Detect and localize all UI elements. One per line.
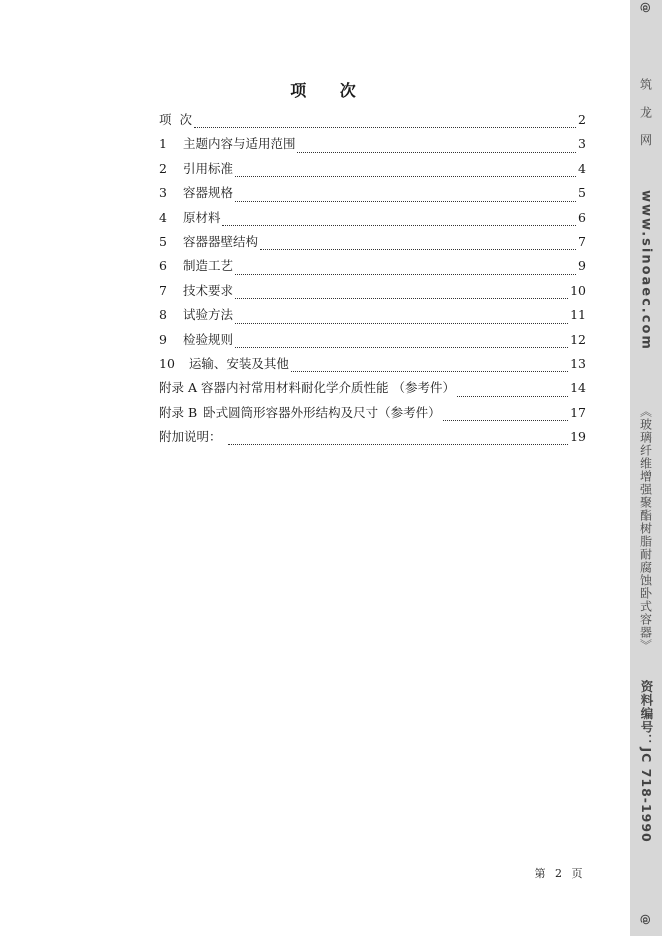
toc-entry-label: 技术要求	[182, 282, 233, 298]
toc-entry	[159, 208, 586, 232]
toc-entry-page: 14	[570, 380, 586, 396]
toc-entry-label: 引用标准	[182, 160, 233, 176]
page-title: 项 次	[290, 81, 370, 100]
toc-entry-number: 1	[159, 136, 167, 152]
at-mark-top: @	[639, 2, 653, 13]
toc-entry-page: 9	[578, 258, 586, 274]
toc-entry-number: 9	[159, 331, 167, 347]
site-name: 筑 龙 网	[638, 78, 653, 152]
toc-entry	[159, 134, 586, 158]
toc-entry	[159, 378, 586, 402]
toc-leader-dots	[457, 396, 568, 397]
toc-leader-dots	[260, 249, 576, 250]
toc-entry-number: 附录 A	[159, 380, 198, 396]
toc-entry-number: 8	[159, 307, 167, 323]
toc-entry-label: 检验规则	[182, 331, 233, 347]
toc-entry-number: 6	[159, 258, 167, 274]
toc-leader-dots	[291, 371, 568, 372]
toc-leader-dots	[228, 444, 569, 445]
toc-entry-number: 附录 B	[159, 404, 198, 420]
toc-entry-number: 3	[159, 185, 167, 201]
document-code: 资料编号：JC 718-1990	[639, 680, 654, 843]
toc-entry-label: 原材料	[182, 209, 221, 225]
toc-entry	[159, 305, 586, 329]
page-number-footer: 第 2 页	[534, 867, 586, 880]
toc-entry	[159, 354, 586, 378]
toc-entry-label: 卧式圆筒形容器外形结构及尺寸（参考件）	[203, 404, 441, 420]
toc-entry	[159, 427, 586, 451]
toc-entry-label: 试验方法	[182, 307, 233, 323]
toc-entry-number: 10	[159, 355, 175, 371]
toc-entry-number: 项	[159, 112, 172, 127]
toc-entry-page: 17	[570, 404, 586, 420]
toc-entry-number: 7	[159, 282, 167, 298]
toc-entry	[159, 281, 586, 305]
toc-entry-number: 5	[159, 233, 167, 249]
toc-entry-number: 附加说明：	[159, 429, 222, 445]
toc-entry-page: 19	[570, 429, 586, 445]
toc-leader-dots	[222, 225, 576, 226]
table-of-contents	[159, 110, 586, 451]
toc-entry	[159, 330, 586, 354]
toc-entry-page: 6	[578, 209, 586, 225]
toc-leader-dots	[235, 201, 576, 202]
toc-entry-page: 3	[578, 136, 586, 152]
watermark-sidebar	[630, 0, 662, 936]
toc-entry-label: 次	[179, 112, 193, 127]
toc-entry-page: 2	[578, 112, 586, 127]
toc-entry	[159, 183, 586, 207]
toc-leader-dots	[235, 274, 576, 275]
toc-entry	[159, 256, 586, 280]
toc-entry-page: 4	[578, 160, 586, 176]
toc-entry-label: 制造工艺	[182, 258, 233, 274]
toc-entry-page: 5	[578, 185, 586, 201]
toc-leader-dots	[235, 176, 576, 177]
toc-entry-label: 容器规格	[182, 185, 233, 201]
toc-leader-dots	[297, 152, 576, 153]
at-mark-bottom: @	[639, 914, 653, 925]
toc-entry-label: 主题内容与适用范围	[182, 136, 296, 152]
toc-entry-page: 7	[578, 233, 586, 249]
toc-entry-label: 容器内衬常用材料耐化学介质性能 （参考件）	[201, 380, 455, 396]
toc-entry-page: 12	[570, 331, 586, 347]
toc-entry	[159, 232, 586, 256]
toc-entry	[159, 159, 586, 183]
toc-entry-page: 10	[570, 282, 586, 298]
toc-entry-label: 运输、安装及其他	[188, 355, 289, 371]
toc-leader-dots	[235, 347, 568, 348]
toc-leader-dots	[194, 127, 576, 128]
toc-entry	[159, 403, 586, 427]
toc-leader-dots	[235, 298, 568, 299]
toc-entry	[159, 110, 586, 134]
toc-entry-number: 2	[159, 160, 167, 176]
toc-entry-page: 13	[570, 355, 586, 371]
toc-leader-dots	[443, 420, 568, 421]
toc-leader-dots	[235, 323, 568, 324]
toc-entry-label: 容器器壁结构	[182, 233, 258, 249]
site-url: www.sinoaec.com	[638, 190, 654, 351]
document-title: 《玻璃纤维增强聚酯树脂耐腐蚀卧式容器》	[638, 405, 653, 652]
toc-entry-number: 4	[159, 209, 167, 225]
toc-entry-page: 11	[570, 307, 586, 323]
